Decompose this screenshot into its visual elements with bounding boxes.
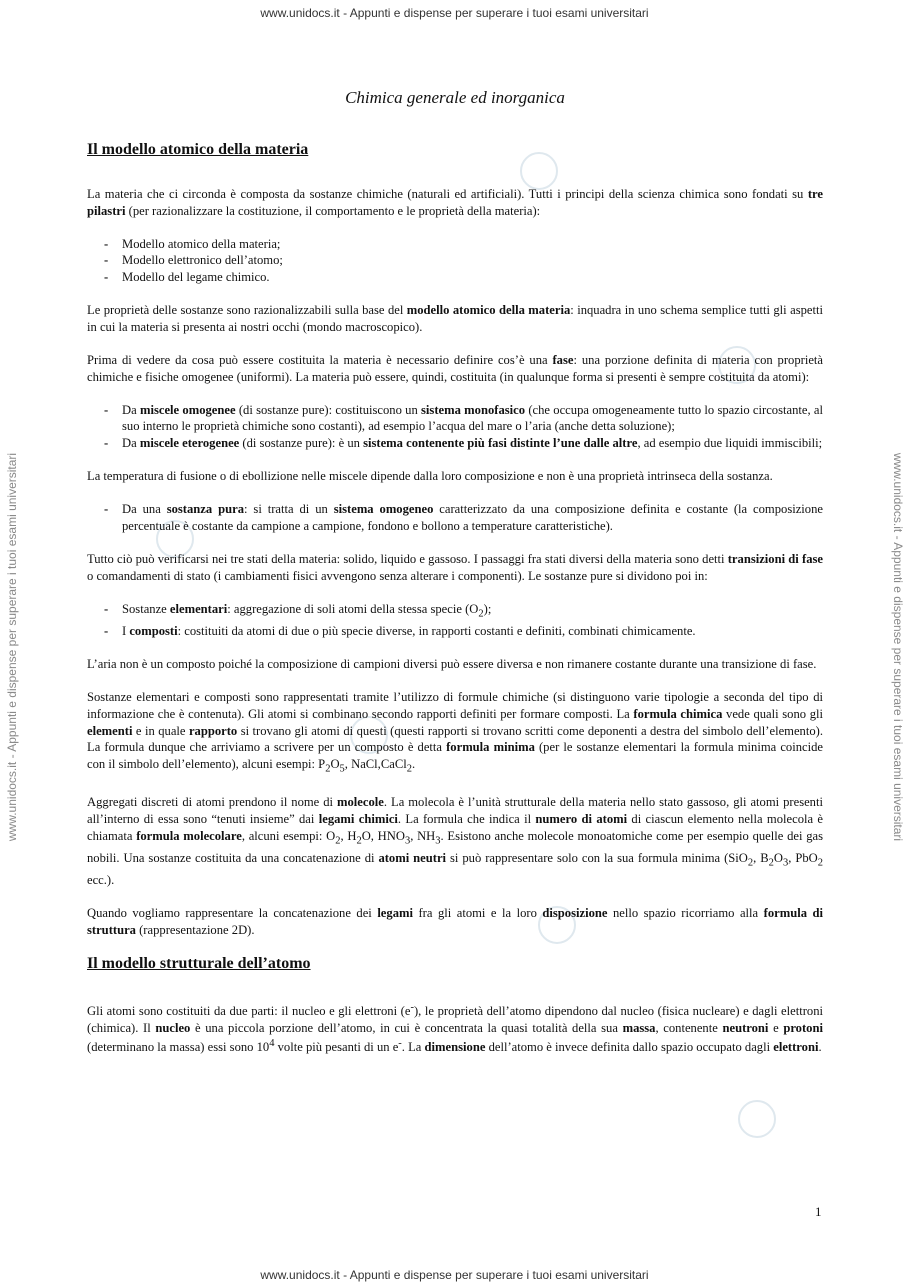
list-item: - Modello del legame chimico. <box>87 269 823 286</box>
paragraph: Aggregati discreti di atomi prendono il nome di molecole. La molecola è l’unità strutturale della materia nello stato gassoso, gli atomi presenti all’interno di essa sono “tenuti insieme” dai legami chimici. La formula che indica il numero di atomi di ciascun elemento nella molecola è chiamata formula molecolare, alcuni esempi: $O_2$, $H_2O$, $HNO_3$, $NH_3$. Esistono anche molecole monoatomiche come per esempio quelle dei gas nobili. Una sostanze costituita da una concatenazione di atomi neutri si può rappresentare solo con la sua formula minima (SiO$_2$, $B_2O_3$, PbO$_2$ ecc.). <box>87 795 824 887</box>
bullet-list <box>87 236 823 286</box>
watermark-logo-icon <box>738 1100 776 1138</box>
document-title: Chimica generale ed inorganica <box>345 88 565 107</box>
paragraph: Sostanze elementari e composti sono rappresentati tramite l’utilizzo di formule chimiche (si distinguono varie tipologie a seconda del tipo di informazione che è contenuta). Gli atomi si combinano secondo rapporti definiti per formare composti. La formula chimica vede quali sono gli elementi e in quale rapporto si trovano gli atomi di questi (questi rapporti si trovano scritti come deponenti a destra del simbolo dell’elemento). La formula dunque che arriviamo a scrivere per un composto è detta formula minima (per le sostanze elementari la formula minima coincide con il simbolo dell’elemento), alcuni esempi: $P_2O_5$, NaCl,CaCl$_2$. <box>87 690 824 775</box>
paragraph: Gli atomi sono costituiti da due parti: il nucleo e gli elettroni (e-), le proprietà dell’atomo dipendono dal nucleo (fisica nucleare) e dagli elettroni (chimica). Il nucleo è una piccola porzione dell’atomo, in cui è concentrata la quasi totalità della sua massa, contenente neutroni e protoni (determinano la massa) essi sono $10^4$ volte più pesanti di un e-. La dimensione dell’atomo è invece definita dallo spazio occupato dagli elettroni. <box>87 1001 823 1055</box>
section-heading: Il modello strutturale dell’atomo <box>87 954 311 972</box>
document-page <box>87 88 823 1073</box>
paragraph: Tutto ciò può verificarsi nei tre stati della materia: solido, liquido e gassoso. I passaggi fra stati diversi della materia sono detti transizioni di fase o comandamenti di stato (i cambiamenti fisici avvengono senza alterare i componenti). Le sostanze pure si dividono poi in: <box>87 552 823 583</box>
paragraph: Le proprietà delle sostanze sono razionalizzabili sulla base del modello atomico della materia: inquadra in uno schema semplice tutti gli aspetti in cui la materia si presenta ai nostri occhi (mondo macroscopico). <box>87 303 823 334</box>
watermark-right: www.unidocs.it - Appunti e dispense per superare i tuoi esami universitari <box>891 452 905 842</box>
document-body <box>87 141 823 1056</box>
list-item: - I composti: costituiti da atomi di due o più specie diverse, in rapporti costanti e definiti, combinati chimicamente. <box>87 623 823 640</box>
bullet-list <box>87 402 823 452</box>
list-item: - Da una sostanza pura: si tratta di un sistema omogeneo caratterizzato da una composizione definita e costante (la composizione percentuale è costante da campione a campione, fondono e bollono a temperature caratteristiche). <box>87 501 823 534</box>
paragraph: Prima di vedere da cosa può essere costituita la materia è necessario definire cos’è una fase: una porzione definita di materia con proprietà chimiche e fisiche omogenee (uniformi). La materia può essere, quindi, costituita (in qualunque forma si presenti è sempre costituita da atomi): <box>87 352 824 384</box>
list-item: - Modello atomico della materia; <box>87 236 823 253</box>
paragraph: Quando vogliamo rappresentare la concatenazione dei legami fra gli atomi e la loro disposizione nello spazio ricorriamo alla formula di struttura (rappresentazione 2D). <box>87 906 823 937</box>
list-item: - Sostanze elementari: aggregazione di soli atomi della stessa specie $(O_2)$; <box>87 601 823 623</box>
paragraph: La temperatura di fusione o di ebollizione nelle miscele dipende dalla loro composizione e non è una proprietà intrinseca della sostanza. <box>87 469 773 484</box>
bullet-list <box>87 501 823 534</box>
watermark-left: www.unidocs.it - Appunti e dispense per superare i tuoi esami universitari <box>5 452 19 842</box>
page-number: 1 <box>815 1204 822 1219</box>
list-item: - Da miscele eterogenee (di sostanze pure): è un sistema contenente più fasi distinte l’une dalle altre, ad esempio due liquidi immiscibili; <box>87 435 823 452</box>
list-item: - Modello elettronico dell’atomo; <box>87 252 823 269</box>
paragraph: La materia che ci circonda è composta da sostanze chimiche (naturali ed artificiali). Tutti i principi della scienza chimica sono fondati su tre pilastri (per razionalizzare la costituzione, il comportamento e le proprietà della materia): <box>87 187 823 218</box>
section-heading: Il modello atomico della materia <box>87 141 309 158</box>
watermark-bottom: www.unidocs.it - Appunti e dispense per superare i tuoi esami universitari <box>260 1268 649 1282</box>
bullet-list <box>87 601 823 640</box>
paragraph: L’aria non è un composto poiché la composizione di campioni diversi può essere diversa e non rimanere costante durante una transizione di fase. <box>87 657 817 672</box>
list-item: - Da miscele omogenee (di sostanze pure): costituiscono un sistema monofasico (che occupa omogeneamente tutto lo spazio circostante, al suo interno le proprietà chimiche sono costanti), ad esempio l’acqua del mare o l’aria (anche detta soluzione); <box>87 402 823 435</box>
watermark-top: www.unidocs.it - Appunti e dispense per superare i tuoi esami universitari <box>260 6 649 20</box>
